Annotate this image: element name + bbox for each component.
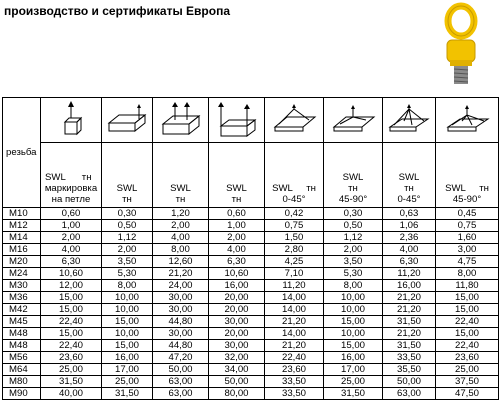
- swl-value-cell: 44,80: [153, 316, 209, 328]
- swl-value-cell: 22,40: [41, 340, 102, 352]
- swl-value-cell: 1,12: [324, 232, 383, 244]
- swl-value-cell: 21,20: [265, 340, 324, 352]
- swl-value-cell: 0,60: [41, 208, 102, 220]
- swl-value-cell: 10,00: [324, 328, 383, 340]
- swl-value-cell: 8,00: [102, 280, 153, 292]
- swl-value-cell: 0,75: [436, 220, 499, 232]
- straight-lift-icon: [41, 98, 102, 143]
- swl-value-cell: 1,00: [209, 220, 265, 232]
- table-row: [3, 292, 499, 304]
- swl-value-cell: 0,50: [324, 220, 383, 232]
- swl-value-cell: 10,60: [209, 268, 265, 280]
- swl-value-cell: 33,50: [265, 388, 324, 400]
- swl-value-cell: 14,00: [265, 304, 324, 316]
- swl-value-cell: 30,00: [153, 328, 209, 340]
- sling-lift-45-90-icon: [324, 98, 383, 143]
- swl-value-cell: 31,50: [102, 388, 153, 400]
- swl-value-cell: 4,00: [383, 244, 436, 256]
- thread-size-cell: M80: [3, 376, 41, 388]
- swl-value-cell: 3,50: [324, 256, 383, 268]
- swl-value-cell: 14,00: [265, 328, 324, 340]
- swl-value-cell: 1,06: [383, 220, 436, 232]
- swl-value-cell: 33,50: [383, 352, 436, 364]
- thread-size-cell: M64: [3, 364, 41, 376]
- swl-value-cell: 0,30: [102, 208, 153, 220]
- table-row: [3, 220, 499, 232]
- swl-value-cell: 21,20: [383, 292, 436, 304]
- swl-value-cell: 33,50: [265, 376, 324, 388]
- swl-value-cell: 15,00: [324, 316, 383, 328]
- swl-value-cell: 2,00: [209, 232, 265, 244]
- page-title: производство и сертификаты Европа: [4, 4, 230, 18]
- sling-lift-0-45-icon: [265, 98, 324, 143]
- thread-size-cell: M42: [3, 304, 41, 316]
- swl-value-cell: 11,80: [436, 280, 499, 292]
- swl-value-cell: 15,00: [436, 292, 499, 304]
- swl-value-cell: 1,12: [102, 232, 153, 244]
- swl-value-cell: 2,36: [383, 232, 436, 244]
- swl-value-cell: 2,00: [102, 244, 153, 256]
- thread-size-cell: M48: [3, 340, 41, 352]
- swl-value-cell: 1,20: [153, 208, 209, 220]
- swl-value-cell: 17,00: [324, 364, 383, 376]
- swl-value-cell: 32,00: [209, 352, 265, 364]
- thread-size-cell: M20: [3, 256, 41, 268]
- table-row: [3, 364, 499, 376]
- swl-value-cell: 17,00: [102, 364, 153, 376]
- swl-value-cell: 15,00: [102, 316, 153, 328]
- thread-header: резьба: [3, 98, 41, 208]
- swl-value-cell: 21,20: [265, 316, 324, 328]
- swl-value-cell: 30,00: [209, 340, 265, 352]
- swl-value-cell: 10,00: [324, 292, 383, 304]
- swl-value-cell: 21,20: [153, 268, 209, 280]
- swl-value-cell: 0,60: [209, 208, 265, 220]
- swl-value-cell: 30,00: [153, 304, 209, 316]
- swl-value-cell: 15,00: [102, 340, 153, 352]
- swl-value-cell: 3,00: [436, 244, 499, 256]
- table-row: [3, 376, 499, 388]
- four-leg-lift-45-90-icon: [436, 98, 499, 143]
- swl-two-point-side-header: SWL тн: [209, 143, 265, 208]
- table-row: [3, 316, 499, 328]
- swl-value-cell: 16,00: [324, 352, 383, 364]
- swl-value-cell: 15,00: [436, 328, 499, 340]
- swl-value-cell: 4,25: [265, 256, 324, 268]
- swl-value-cell: 4,00: [209, 244, 265, 256]
- swl-value-cell: 4,00: [41, 244, 102, 256]
- swl-value-cell: 40,00: [41, 388, 102, 400]
- swl-value-cell: 2,00: [324, 244, 383, 256]
- swl-value-cell: 10,00: [102, 328, 153, 340]
- swl-value-cell: 7,10: [265, 268, 324, 280]
- swl-sling-45-90-header: SWL тн 45-90°: [324, 143, 383, 208]
- swl-value-cell: 15,00: [436, 304, 499, 316]
- table-row: [3, 244, 499, 256]
- swl-value-cell: 3,50: [102, 256, 153, 268]
- thread-size-cell: M45: [3, 316, 41, 328]
- two-point-side-lift-icon: [209, 98, 265, 143]
- swl-value-cell: 1,00: [41, 220, 102, 232]
- swivel-lifting-eye-bolt-image: [436, 2, 486, 86]
- swl-value-cell: 10,60: [41, 268, 102, 280]
- swl-value-cell: 5,30: [324, 268, 383, 280]
- swl-value-cell: 23,60: [41, 352, 102, 364]
- swl-value-cell: 15,00: [41, 328, 102, 340]
- table-row: [3, 256, 499, 268]
- swl-side-header: SWL тн: [102, 143, 153, 208]
- table-row: [3, 232, 499, 244]
- swl-value-cell: 16,00: [209, 280, 265, 292]
- swl-value-cell: 10,00: [102, 292, 153, 304]
- table-row: [3, 340, 499, 352]
- thread-size-cell: M36: [3, 292, 41, 304]
- swl-value-cell: 20,00: [209, 328, 265, 340]
- swl-value-cell: 2,80: [265, 244, 324, 256]
- swl-value-cell: 34,00: [209, 364, 265, 376]
- swl-sling-0-45-header: SWL тн 0-45°: [265, 143, 324, 208]
- swl-value-cell: 37,50: [436, 376, 499, 388]
- swl-value-cell: 31,50: [324, 388, 383, 400]
- swl-value-cell: 15,00: [41, 304, 102, 316]
- swl-value-cell: 22,40: [436, 340, 499, 352]
- swl-value-cell: 11,20: [383, 268, 436, 280]
- swl-value-cell: 63,00: [383, 388, 436, 400]
- swl-value-cell: 0,30: [324, 208, 383, 220]
- swl-value-cell: 21,20: [383, 328, 436, 340]
- swl-value-cell: 0,75: [265, 220, 324, 232]
- swl-value-cell: 21,20: [383, 304, 436, 316]
- swl-value-cell: 15,00: [324, 340, 383, 352]
- swl-value-cell: 10,00: [102, 304, 153, 316]
- swl-value-cell: 20,00: [209, 304, 265, 316]
- table-row: [3, 208, 499, 220]
- swl-value-cell: 4,00: [153, 232, 209, 244]
- swl-value-cell: 23,60: [436, 352, 499, 364]
- swl-value-cell: 50,00: [153, 364, 209, 376]
- swl-value-cell: 25,00: [436, 364, 499, 376]
- swl-value-cell: 25,00: [41, 364, 102, 376]
- swl-value-cell: 30,00: [209, 316, 265, 328]
- swl-value-cell: 20,00: [209, 292, 265, 304]
- swl-value-cell: 25,00: [324, 376, 383, 388]
- four-leg-lift-0-45-icon: [383, 98, 436, 143]
- load-table: [2, 97, 499, 400]
- table-row: [3, 268, 499, 280]
- swl-value-cell: 25,00: [102, 376, 153, 388]
- swl-value-cell: 31,50: [383, 316, 436, 328]
- thread-size-cell: M90: [3, 388, 41, 400]
- thread-size-cell: M56: [3, 352, 41, 364]
- swl-value-cell: 47,50: [436, 388, 499, 400]
- swl-value-cell: 14,00: [265, 292, 324, 304]
- swl-value-cell: 2,00: [41, 232, 102, 244]
- table-row: [3, 352, 499, 364]
- thread-size-cell: M12: [3, 220, 41, 232]
- swl-value-cell: 47,20: [153, 352, 209, 364]
- swl-value-cell: 6,30: [41, 256, 102, 268]
- swl-value-cell: 44,80: [153, 340, 209, 352]
- thread-size-cell: M10: [3, 208, 41, 220]
- swl-value-cell: 30,00: [153, 292, 209, 304]
- swl-value-cell: 0,63: [383, 208, 436, 220]
- swl-value-cell: 6,30: [383, 256, 436, 268]
- swl-value-cell: 2,00: [153, 220, 209, 232]
- swl-value-cell: 5,30: [102, 268, 153, 280]
- swl-value-cell: 63,00: [153, 376, 209, 388]
- thread-size-cell: M14: [3, 232, 41, 244]
- swl-value-cell: 31,50: [41, 376, 102, 388]
- swl-value-cell: 10,00: [324, 304, 383, 316]
- swl-value-cell: 6,30: [209, 256, 265, 268]
- table-row: [3, 280, 499, 292]
- swl-value-cell: 16,00: [102, 352, 153, 364]
- swl-value-cell: 8,00: [436, 268, 499, 280]
- table-row: [3, 388, 499, 400]
- swl-value-cell: 22,40: [436, 316, 499, 328]
- swl-value-cell: 35,50: [383, 364, 436, 376]
- swl-value-cell: 1,50: [265, 232, 324, 244]
- swl-value-cell: 16,00: [383, 280, 436, 292]
- swl-value-cell: 22,40: [41, 316, 102, 328]
- swl-value-cell: 50,00: [209, 376, 265, 388]
- swl-two-point-header: SWL тн: [153, 143, 209, 208]
- swl-value-cell: 50,00: [383, 376, 436, 388]
- swl-value-cell: 23,60: [265, 364, 324, 376]
- swl-value-cell: 22,40: [265, 352, 324, 364]
- swl-value-cell: 12,00: [41, 280, 102, 292]
- thread-size-cell: M16: [3, 244, 41, 256]
- swl-value-cell: 4,75: [436, 256, 499, 268]
- swl-four-leg-45-90-header: SWL тн 45-90°: [436, 143, 499, 208]
- swl-value-cell: 15,00: [41, 292, 102, 304]
- table-row: [3, 328, 499, 340]
- thread-size-cell: M30: [3, 280, 41, 292]
- swl-value-cell: 31,50: [383, 340, 436, 352]
- thread-size-cell: M24: [3, 268, 41, 280]
- swl-value-cell: 63,00: [153, 388, 209, 400]
- side-lift-icon: [102, 98, 153, 143]
- swl-value-cell: 0,50: [102, 220, 153, 232]
- swl-value-cell: 8,00: [153, 244, 209, 256]
- table-row: [3, 304, 499, 316]
- swl-value-cell: 1,60: [436, 232, 499, 244]
- swl-value-cell: 24,00: [153, 280, 209, 292]
- swl-value-cell: 11,20: [265, 280, 324, 292]
- two-point-vertical-lift-icon: [153, 98, 209, 143]
- swl-value-cell: 12,60: [153, 256, 209, 268]
- swl-value-cell: 0,42: [265, 208, 324, 220]
- swl-four-leg-0-45-header: SWL тн 0-45°: [383, 143, 436, 208]
- swl-value-cell: 0,45: [436, 208, 499, 220]
- swl-value-cell: 8,00: [324, 280, 383, 292]
- swl-value-cell: 80,00: [209, 388, 265, 400]
- swl-marked-header: SWL тн маркировка на петле: [41, 143, 102, 208]
- thread-size-cell: M48: [3, 328, 41, 340]
